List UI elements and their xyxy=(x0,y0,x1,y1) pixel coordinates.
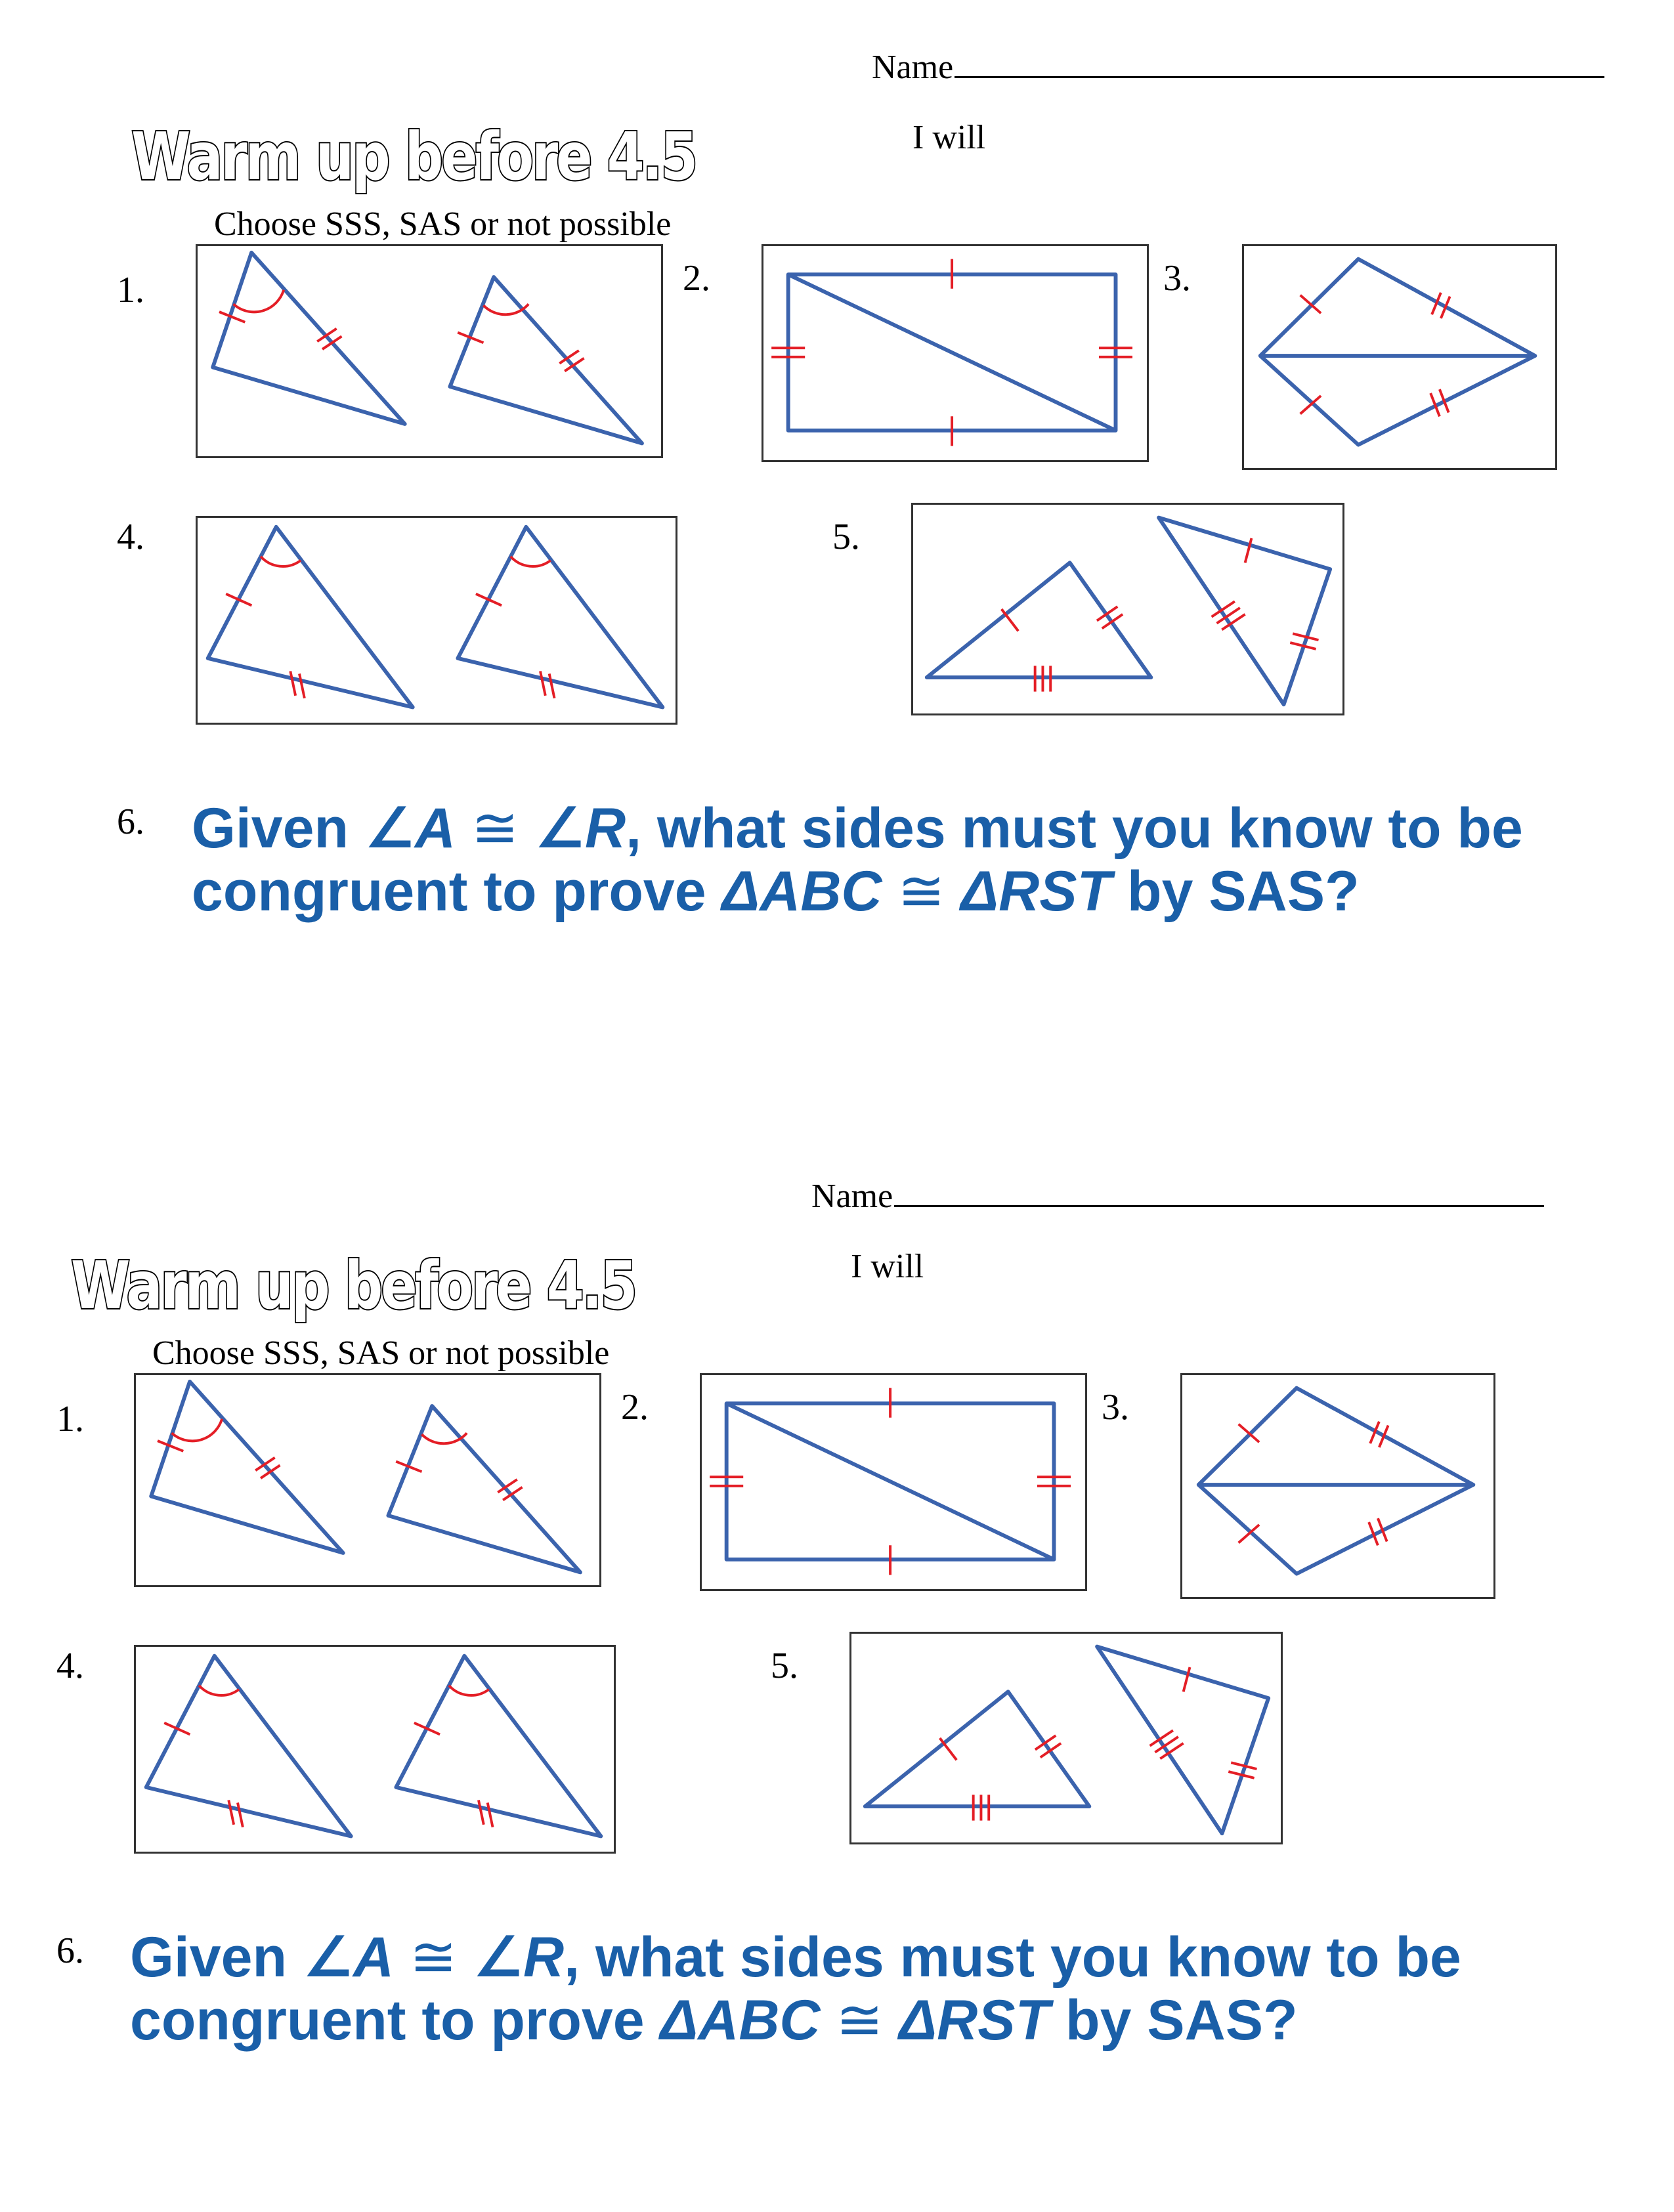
worksheet-copy-top xyxy=(0,0,1674,1083)
problem-number-4: 4. xyxy=(117,517,144,557)
name-blank-line[interactable] xyxy=(894,1176,1544,1207)
problem-4-figure xyxy=(196,516,677,725)
question-6-text xyxy=(192,797,1523,923)
problem-5-figure xyxy=(911,503,1344,715)
problem-number-4: 4. xyxy=(56,1646,84,1686)
worksheet-title: Warm up before 4.5 xyxy=(71,1247,636,1324)
problem-1-figure xyxy=(196,244,663,458)
problem-1-figure xyxy=(134,1373,601,1587)
question-number-6: 6. xyxy=(117,801,144,842)
problem-3-figure xyxy=(1242,244,1557,470)
name-blank-line[interactable] xyxy=(955,47,1604,78)
question-number-6: 6. xyxy=(56,1930,84,1971)
worksheet-title: Warm up before 4.5 xyxy=(131,118,697,195)
question-line-1: Given ∠A ≅ ∠R, what sides must you know to be xyxy=(192,797,1523,860)
i-will-label: I will xyxy=(912,119,986,156)
instructions: Choose SSS, SAS or not possible xyxy=(152,1334,610,1372)
name-field[interactable] xyxy=(811,1176,1544,1216)
problem-2-figure xyxy=(762,244,1149,462)
problem-number-2: 2. xyxy=(683,258,710,299)
problem-number-5: 5. xyxy=(771,1646,798,1686)
instructions: Choose SSS, SAS or not possible xyxy=(214,205,672,243)
question-line-2: congruent to prove ΔABC ≅ ΔRST by SAS? xyxy=(192,860,1360,923)
problem-number-3: 3. xyxy=(1163,258,1191,299)
name-label: Name xyxy=(811,1178,893,1215)
question-6-text xyxy=(130,1926,1461,2052)
name-label: Name xyxy=(872,49,954,86)
worksheet-copy-bottom xyxy=(0,1129,1674,2212)
problem-2-figure xyxy=(700,1373,1087,1591)
i-will-label: I will xyxy=(851,1248,924,1285)
problem-5-figure xyxy=(849,1632,1283,1844)
problem-3-figure xyxy=(1180,1373,1495,1599)
question-line-2: congruent to prove ΔABC ≅ ΔRST by SAS? xyxy=(130,1989,1298,2052)
problem-number-3: 3. xyxy=(1102,1387,1129,1428)
problem-number-5: 5. xyxy=(832,517,860,557)
problem-4-figure xyxy=(134,1645,616,1854)
problem-number-1: 1. xyxy=(117,270,144,310)
problem-number-1: 1. xyxy=(56,1399,84,1439)
question-line-1: Given ∠A ≅ ∠R, what sides must you know to be xyxy=(130,1926,1461,1989)
problem-number-2: 2. xyxy=(621,1387,649,1428)
name-field[interactable] xyxy=(872,47,1604,87)
